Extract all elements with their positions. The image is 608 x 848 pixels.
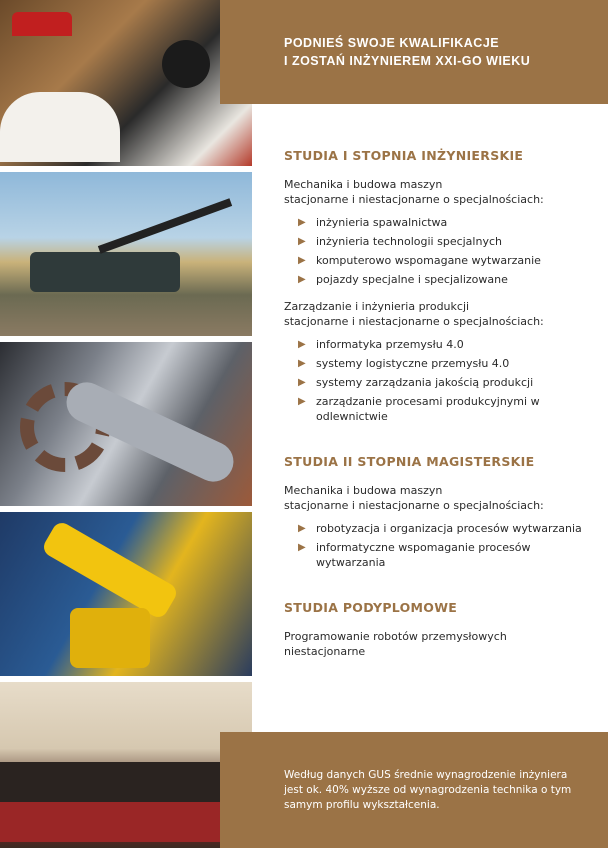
program-robot-programming	[284, 629, 584, 659]
list-item	[284, 234, 584, 249]
section-title-first-degree: STUDIA I STOPNIA INŻYNIERSKIE	[284, 148, 524, 163]
bullet-arrow-icon: ▶	[298, 339, 306, 350]
crowd-shape	[0, 762, 252, 802]
main-content	[284, 148, 584, 659]
program-mode: niestacjonarne	[284, 645, 366, 658]
bullet-arrow-icon: ▶	[298, 217, 306, 228]
list-item	[284, 375, 584, 390]
list-item-text: zarządzanie procesami produkcyjnymi w odlewnictwie	[316, 395, 540, 423]
program-management	[284, 299, 584, 329]
program-mode: stacjonarne i niestacjonarne o specjalnościach:	[284, 315, 544, 328]
graduate-shape	[162, 40, 210, 88]
program-mechanics-second	[284, 483, 584, 513]
program-mechanics-first	[284, 177, 584, 207]
list-item-text: inżynieria technologii specjalnych	[316, 235, 502, 248]
headline-line-1: PODNIEŚ SWOJE KWALIFIKACJE	[284, 36, 500, 50]
tank-photo	[0, 172, 252, 336]
bullet-arrow-icon: ▶	[298, 523, 306, 534]
list-item	[284, 521, 584, 536]
bottom-banner	[220, 732, 608, 848]
list-item	[284, 540, 584, 570]
academic-gown-shape	[0, 92, 120, 162]
list-item-text: robotyzacja i organizacja procesów wytwarzania	[316, 522, 582, 535]
program-mode: stacjonarne i niestacjonarne o specjalnościach:	[284, 499, 544, 512]
robot-arm-shape	[40, 519, 179, 620]
list-item-text: systemy logistyczne przemysłu 4.0	[316, 357, 510, 370]
tank-barrel-shape	[98, 198, 232, 253]
section-title-postgraduate: STUDIA PODYPLOMOWE	[284, 600, 458, 615]
list-item	[284, 394, 584, 424]
graduation-ceremony-photo	[0, 0, 252, 166]
tank-body-shape	[30, 252, 180, 292]
list-item-text: komputerowo wspomagane wytwarzanie	[316, 254, 541, 267]
list-item	[284, 253, 584, 268]
graduates-hall-photo	[0, 682, 252, 848]
list-item-text: inżynieria spawalnictwa	[316, 216, 448, 229]
salary-note: Według danych GUS średnie wynagrodzenie inżyniera jest ok. 40% wyższe od wynagrodzenia technika o tym samym profilu wykształcenia.	[284, 769, 572, 811]
list-item-text: pojazdy specjalne i specjalizowane	[316, 273, 508, 286]
specialization-list	[284, 215, 584, 287]
hall-seats-shape	[0, 802, 252, 842]
section-title-second-degree: STUDIA II STOPNIA MAGISTERSKIE	[284, 454, 535, 469]
list-item-text: systemy zarządzania jakością produkcji	[316, 376, 534, 389]
list-item	[284, 215, 584, 230]
bullet-arrow-icon: ▶	[298, 358, 306, 369]
robot-base-shape	[70, 608, 150, 668]
program-name: Programowanie robotów przemysłowych	[284, 630, 507, 643]
academic-cap-shape	[12, 12, 72, 36]
program-mode: stacjonarne i niestacjonarne o specjalnościach:	[284, 193, 544, 206]
specialization-list	[284, 521, 584, 570]
photo-column	[0, 0, 252, 848]
industrial-robot-photo	[0, 512, 252, 676]
machine-gear-photo	[0, 342, 252, 506]
program-name: Mechanika i budowa maszyn	[284, 178, 443, 191]
headline-line-2: I ZOSTAŃ INŻYNIEREM XXI-GO WIEKU	[284, 54, 531, 68]
list-item-text: informatyka przemysłu 4.0	[316, 338, 464, 351]
bullet-arrow-icon: ▶	[298, 377, 306, 388]
bullet-arrow-icon: ▶	[298, 255, 306, 266]
list-item	[284, 272, 584, 287]
bullet-arrow-icon: ▶	[298, 542, 306, 553]
top-banner	[220, 0, 608, 104]
list-item-text: informatyczne wspomaganie procesów wytwarzania	[316, 541, 531, 569]
list-item	[284, 356, 584, 371]
list-item	[284, 337, 584, 352]
program-name: Zarządzanie i inżynieria produkcji	[284, 300, 470, 313]
bullet-arrow-icon: ▶	[298, 274, 306, 285]
specialization-list	[284, 337, 584, 424]
program-name: Mechanika i budowa maszyn	[284, 484, 443, 497]
bullet-arrow-icon: ▶	[298, 236, 306, 247]
bullet-arrow-icon: ▶	[298, 396, 306, 407]
headline	[284, 34, 584, 70]
